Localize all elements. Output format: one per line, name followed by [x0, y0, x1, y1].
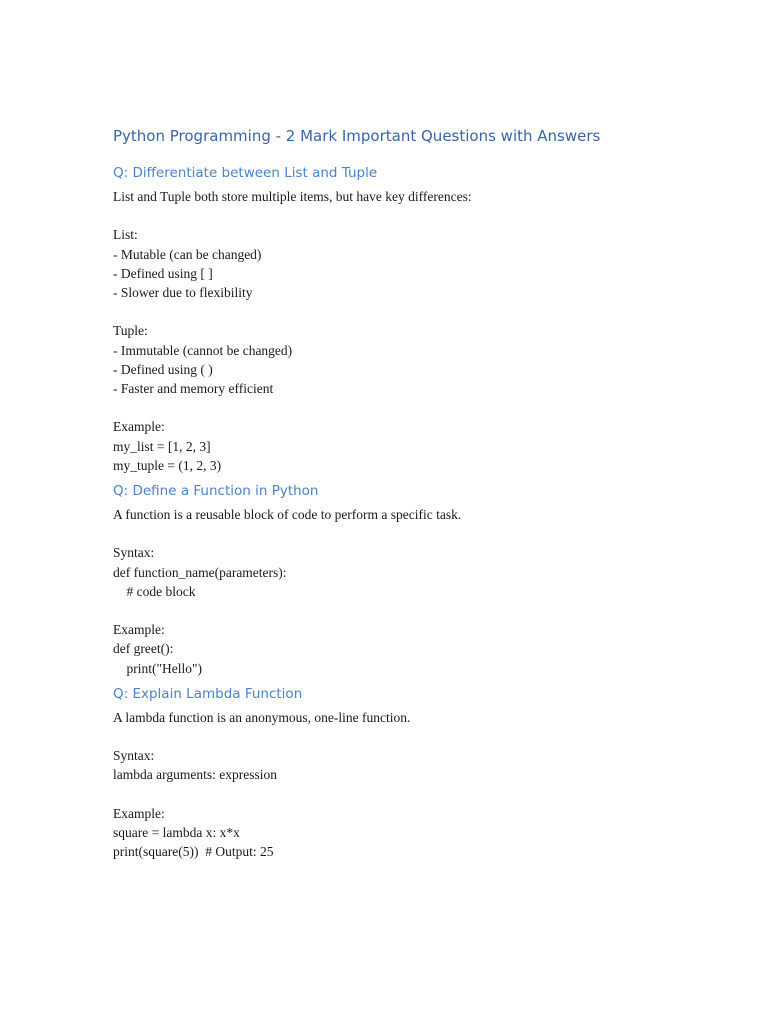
question-section-function [113, 481, 713, 678]
answer-line: A lambda function is an anonymous, one-line function. [113, 709, 411, 725]
code-line: my_list = [1, 2, 3] [113, 438, 211, 454]
blank-line [113, 524, 713, 543]
answer-line: Syntax: [113, 545, 155, 561]
blank-line [113, 785, 713, 804]
code-line: def greet(): [113, 641, 174, 657]
answer-body [113, 187, 713, 475]
answer-line: - Mutable (can be changed) [113, 246, 262, 262]
code-line: square = lambda x: x*x [113, 824, 240, 840]
blank-line [113, 398, 713, 417]
answer-line: - Defined using ( ) [113, 361, 213, 377]
blank-line [113, 206, 713, 225]
question-heading: Q: Explain Lambda Function [113, 685, 303, 702]
answer-line: - Slower due to flexibility [113, 285, 253, 300]
document-page [113, 124, 713, 867]
question-heading: Q: Differentiate between List and Tuple [113, 165, 378, 181]
answer-line: - Faster and memory efficient [113, 381, 274, 396]
answer-body [113, 505, 713, 678]
code-line: my_tuple = (1, 2, 3) [113, 457, 222, 473]
blank-line [113, 601, 713, 620]
question-section-list-tuple [113, 163, 713, 475]
code-line: print("Hello") [113, 660, 203, 676]
answer-line: A function is a reusable block of code to perform a specific task. [113, 507, 462, 522]
blank-line [113, 727, 713, 746]
code-line: print(square(5)) # Output: 25 [113, 844, 274, 860]
code-line: lambda arguments: expression [113, 767, 277, 783]
document-title: Python Programming - 2 Mark Important Questions with Answers [113, 127, 601, 145]
answer-line: List and Tuple both store multiple items, but have key differences: [113, 189, 472, 204]
answer-body [113, 708, 713, 862]
answer-line: Syntax: [113, 748, 155, 764]
answer-line: Example: [113, 805, 165, 821]
answer-line: Example: [113, 419, 165, 435]
question-heading: Q: Define a Function in Python [113, 483, 319, 499]
code-line: # code block [113, 583, 196, 599]
blank-line [113, 302, 713, 321]
answer-line: Tuple: [113, 323, 148, 339]
answer-line: - Immutable (cannot be changed) [113, 342, 293, 358]
answer-line: Example: [113, 622, 165, 638]
answer-line: - Defined using [ ] [113, 265, 213, 281]
question-section-lambda [113, 684, 713, 862]
code-line: def function_name(parameters): [113, 564, 287, 580]
answer-line: List: [113, 227, 138, 243]
